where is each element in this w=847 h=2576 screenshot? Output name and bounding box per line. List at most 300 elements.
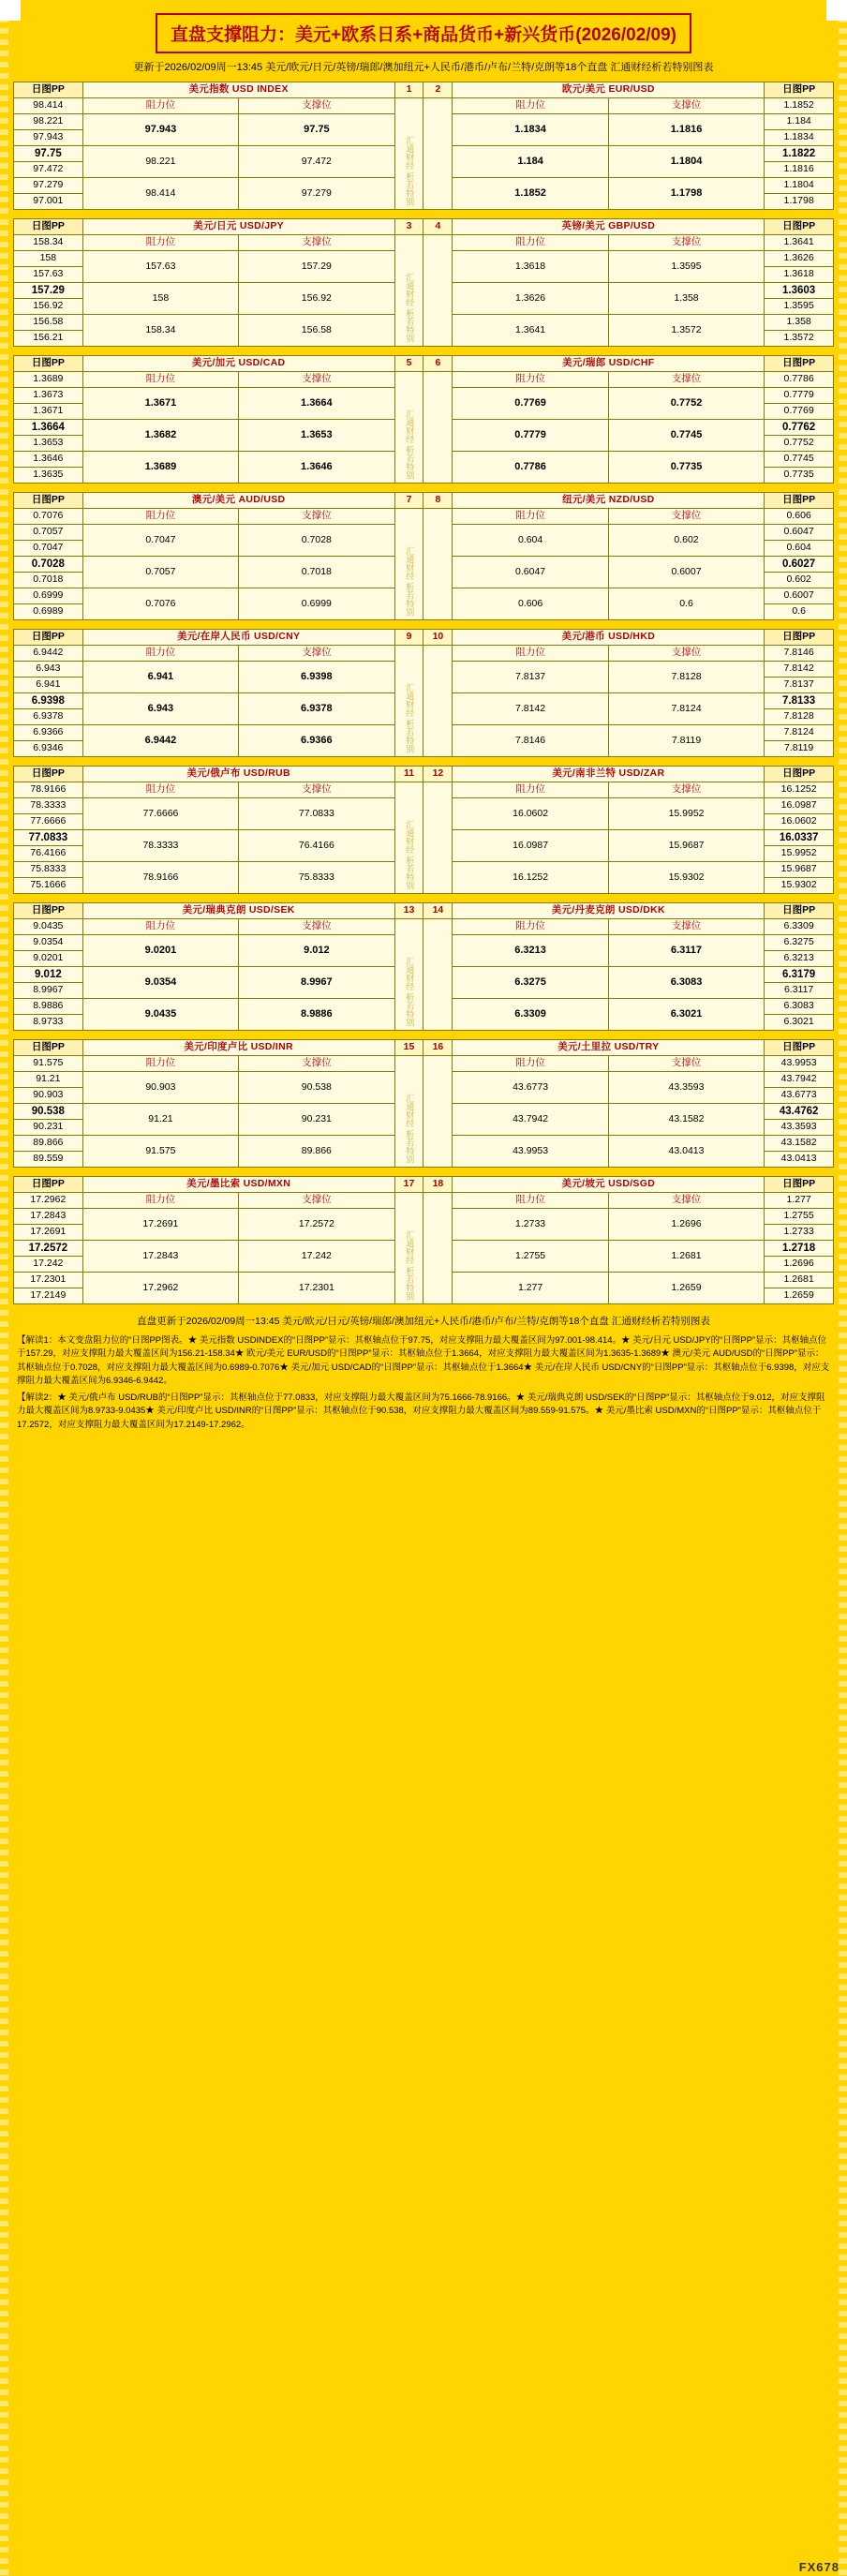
pp-value: 43.0413 bbox=[765, 1151, 834, 1167]
pp-value: 9.0354 bbox=[14, 934, 83, 950]
resistance-header: 阻力位 bbox=[82, 918, 238, 934]
pp-value: 43.7942 bbox=[765, 1071, 834, 1087]
watermark-cell-right bbox=[424, 645, 453, 756]
pp-value: 1.277 bbox=[765, 1192, 834, 1208]
decorative-right-border bbox=[839, 0, 847, 2576]
pair-number-left: 3 bbox=[394, 218, 424, 234]
resistance-value: 7.8146 bbox=[453, 724, 608, 756]
resistance-value: 9.0435 bbox=[82, 998, 238, 1030]
fx-pair-block bbox=[13, 902, 834, 1031]
pp-value: 156.58 bbox=[14, 314, 83, 330]
watermark-text: 汇通财经 析若特别 bbox=[394, 782, 424, 893]
support-value: 0.7028 bbox=[239, 524, 394, 556]
pp-value: 97.001 bbox=[14, 193, 83, 209]
pp-value: 1.2659 bbox=[765, 1288, 834, 1303]
pp-value: 89.559 bbox=[14, 1151, 83, 1167]
resistance-value: 9.0354 bbox=[82, 966, 238, 998]
pair-number-left: 15 bbox=[394, 1039, 424, 1055]
pp-value: 0.6999 bbox=[14, 588, 83, 603]
support-value: 7.8128 bbox=[608, 661, 764, 692]
pp-value: 8.9733 bbox=[14, 1014, 83, 1030]
support-value: 90.231 bbox=[239, 1103, 394, 1135]
pair-number-left: 17 bbox=[394, 1176, 424, 1192]
pp-value: 1.3603 bbox=[765, 282, 834, 298]
pair-number-right: 10 bbox=[424, 629, 453, 645]
watermark-text: 汇通财经 析若特别 bbox=[394, 234, 424, 346]
decorative-left-border bbox=[0, 0, 8, 2576]
pp-header-right: 日图PP bbox=[765, 492, 834, 508]
pp-header-left: 日图PP bbox=[14, 629, 83, 645]
resistance-value: 0.606 bbox=[453, 588, 608, 619]
pp-value: 158 bbox=[14, 250, 83, 266]
resistance-header: 阻力位 bbox=[453, 645, 608, 661]
pp-value: 6.3179 bbox=[765, 966, 834, 982]
resistance-value: 1.3626 bbox=[453, 282, 608, 314]
pair-title-left: 美元/墨比索 USD/MXN bbox=[82, 1176, 394, 1192]
pp-value: 1.1798 bbox=[765, 193, 834, 209]
resistance-header: 阻力位 bbox=[453, 97, 608, 113]
support-header: 支撑位 bbox=[239, 918, 394, 934]
pp-value: 7.8128 bbox=[765, 708, 834, 724]
resistance-value: 158 bbox=[82, 282, 238, 314]
resistance-value: 9.0201 bbox=[82, 934, 238, 966]
support-value: 6.3021 bbox=[608, 998, 764, 1030]
support-header: 支撑位 bbox=[608, 97, 764, 113]
pp-value: 90.903 bbox=[14, 1087, 83, 1103]
support-value: 43.3593 bbox=[608, 1071, 764, 1103]
pp-value: 97.279 bbox=[14, 177, 83, 193]
pp-value: 7.8142 bbox=[765, 661, 834, 677]
pp-value: 1.2733 bbox=[765, 1224, 834, 1240]
resistance-value: 98.414 bbox=[82, 177, 238, 209]
watermark-text: 汇通财经 析若特别 bbox=[394, 371, 424, 483]
support-value: 97.279 bbox=[239, 177, 394, 209]
pp-header-left: 日图PP bbox=[14, 355, 83, 371]
resistance-value: 91.21 bbox=[82, 1103, 238, 1135]
pp-value: 97.472 bbox=[14, 161, 83, 177]
pp-value: 15.9687 bbox=[765, 861, 834, 877]
pair-title-right: 美元/坡元 USD/SGD bbox=[453, 1176, 765, 1192]
resistance-value: 77.6666 bbox=[82, 797, 238, 829]
watermark-cell-right bbox=[424, 1055, 453, 1167]
resistance-header: 阻力位 bbox=[82, 508, 238, 524]
support-value: 8.9886 bbox=[239, 998, 394, 1030]
pp-value: 17.2572 bbox=[14, 1240, 83, 1256]
support-value: 8.9967 bbox=[239, 966, 394, 998]
pp-value: 17.242 bbox=[14, 1256, 83, 1272]
support-value: 15.9952 bbox=[608, 797, 764, 829]
support-value: 17.242 bbox=[239, 1240, 394, 1272]
support-value: 0.7735 bbox=[608, 451, 764, 483]
resistance-value: 16.1252 bbox=[453, 861, 608, 893]
support-value: 1.3653 bbox=[239, 419, 394, 451]
pp-value: 17.2301 bbox=[14, 1272, 83, 1288]
pp-value: 8.9886 bbox=[14, 998, 83, 1014]
watermark-text: 汇通财经 析若特别 bbox=[394, 1055, 424, 1167]
support-value: 97.75 bbox=[239, 113, 394, 145]
pp-header-left: 日图PP bbox=[14, 1039, 83, 1055]
pp-value: 1.1834 bbox=[765, 129, 834, 145]
pair-number-right: 14 bbox=[424, 902, 453, 918]
resistance-value: 78.3333 bbox=[82, 829, 238, 861]
pp-value: 78.9166 bbox=[14, 782, 83, 797]
pair-number-right: 8 bbox=[424, 492, 453, 508]
resistance-value: 1.184 bbox=[453, 145, 608, 177]
support-value: 43.1582 bbox=[608, 1103, 764, 1135]
pp-value: 1.2755 bbox=[765, 1208, 834, 1224]
support-value: 1.3646 bbox=[239, 451, 394, 483]
pair-title-left: 美元/印度卢比 USD/INR bbox=[82, 1039, 394, 1055]
pp-value: 17.2149 bbox=[14, 1288, 83, 1303]
pp-value: 1.3673 bbox=[14, 387, 83, 403]
pp-value: 1.1816 bbox=[765, 161, 834, 177]
pp-value: 75.1666 bbox=[14, 877, 83, 893]
pp-value: 1.3595 bbox=[765, 298, 834, 314]
support-header: 支撑位 bbox=[608, 918, 764, 934]
note-paragraph: 【解读2：★ 美元/俄卢布 USD/RUB的“日图PP”显示：其枢轴点位于77.0833，对应支撑阻力最大覆盖区间为75.1666-78.9166。★ 美元/瑞典克朗 USD/SEK的“日图PP”显示：其枢轴点位于9.012，对应支撑阻力最大覆盖区间为8.9733-9.0435★ 美元/印度卢比 USD/INR的“日图PP”显示：其枢轴点位于90.538，对应支撑阻力最大覆盖区间为89.559-91.575。★ 美元/墨比索 USD/MXN的“日图PP”显示：其枢轴点位于17.2572，对应支撑阻力最大覆盖区间为17.2149-17.2962。 bbox=[17, 1392, 825, 1430]
pp-header-right: 日图PP bbox=[765, 1176, 834, 1192]
pair-title-right: 纽元/美元 NZD/USD bbox=[453, 492, 765, 508]
resistance-value: 1.3682 bbox=[82, 419, 238, 451]
resistance-value: 17.2962 bbox=[82, 1272, 238, 1303]
support-value: 6.3117 bbox=[608, 934, 764, 966]
resistance-value: 6.943 bbox=[82, 692, 238, 724]
support-value: 17.2572 bbox=[239, 1208, 394, 1240]
footer-note: 直盘更新于2026/02/09周一13:45 美元/欧元/日元/英镑/瑞郎/澳加纽元+人民币/港币/卢布/兰特/克朗等18个直盘 汇通财经析若特别图表 bbox=[137, 1315, 710, 1327]
pp-value: 90.538 bbox=[14, 1103, 83, 1119]
resistance-value: 90.903 bbox=[82, 1071, 238, 1103]
resistance-value: 91.575 bbox=[82, 1135, 238, 1167]
pp-value: 7.8133 bbox=[765, 692, 834, 708]
resistance-header: 阻力位 bbox=[453, 918, 608, 934]
pair-title-left: 美元/在岸人民币 USD/CNY bbox=[82, 629, 394, 645]
fx-pair-block bbox=[13, 629, 834, 757]
resistance-value: 6.9442 bbox=[82, 724, 238, 756]
pp-value: 16.1252 bbox=[765, 782, 834, 797]
block-header-row bbox=[14, 629, 834, 645]
support-value: 156.58 bbox=[239, 314, 394, 346]
support-value: 1.2681 bbox=[608, 1240, 764, 1272]
resistance-value: 6.3213 bbox=[453, 934, 608, 966]
support-value: 1.1798 bbox=[608, 177, 764, 209]
pp-value: 6.9378 bbox=[14, 708, 83, 724]
pp-value: 16.0337 bbox=[765, 829, 834, 845]
support-value: 7.8124 bbox=[608, 692, 764, 724]
corner-top-left bbox=[0, 0, 21, 21]
page-subtitle: 更新于2026/02/09周一13:45 美元/欧元/日元/英镑/瑞郎/澳加纽元+人民币/港币/卢布/兰特/克朗等18个直盘 汇通财经析若特别图表 bbox=[133, 62, 714, 73]
pair-title-left: 美元/加元 USD/CAD bbox=[82, 355, 394, 371]
page-title: 直盘支撑阻力：美元+欧系日系+商品货币+新兴货币(2026/02/09) bbox=[156, 13, 691, 53]
pp-value: 1.2696 bbox=[765, 1256, 834, 1272]
pair-title-right: 美元/南非兰特 USD/ZAR bbox=[453, 766, 765, 782]
pp-header-right: 日图PP bbox=[765, 766, 834, 782]
corner-top-right bbox=[826, 0, 847, 21]
watermark-text: 汇通财经 析若特别 bbox=[394, 508, 424, 619]
pair-number-right: 18 bbox=[424, 1176, 453, 1192]
support-value: 0.6007 bbox=[608, 556, 764, 588]
pp-value: 6.3117 bbox=[765, 982, 834, 998]
pp-value: 16.0987 bbox=[765, 797, 834, 813]
support-value: 0.7752 bbox=[608, 387, 764, 419]
resistance-header: 阻力位 bbox=[82, 1055, 238, 1071]
pair-number-left: 5 bbox=[394, 355, 424, 371]
pp-value: 1.3635 bbox=[14, 467, 83, 483]
pp-value: 98.221 bbox=[14, 113, 83, 129]
pp-value: 0.604 bbox=[765, 540, 834, 556]
resistance-header: 阻力位 bbox=[453, 1192, 608, 1208]
support-value: 1.3664 bbox=[239, 387, 394, 419]
resistance-header: 阻力位 bbox=[453, 782, 608, 797]
pp-value: 0.6007 bbox=[765, 588, 834, 603]
support-value: 1.2659 bbox=[608, 1272, 764, 1303]
support-header: 支撑位 bbox=[239, 1055, 394, 1071]
support-value: 1.358 bbox=[608, 282, 764, 314]
resistance-value: 6.3275 bbox=[453, 966, 608, 998]
support-header: 支撑位 bbox=[608, 371, 764, 387]
pp-value: 157.29 bbox=[14, 282, 83, 298]
resistance-value: 157.63 bbox=[82, 250, 238, 282]
resistance-value: 16.0987 bbox=[453, 829, 608, 861]
support-value: 0.7018 bbox=[239, 556, 394, 588]
pair-number-left: 11 bbox=[394, 766, 424, 782]
pp-value: 7.8124 bbox=[765, 724, 834, 740]
support-header: 支撑位 bbox=[608, 1055, 764, 1071]
pp-header-right: 日图PP bbox=[765, 218, 834, 234]
watermark-cell-right bbox=[424, 371, 453, 483]
pp-value: 98.414 bbox=[14, 97, 83, 113]
block-subheader-row bbox=[14, 97, 834, 113]
support-value: 1.1816 bbox=[608, 113, 764, 145]
pp-value: 0.7047 bbox=[14, 540, 83, 556]
resistance-value: 6.3309 bbox=[453, 998, 608, 1030]
resistance-value: 1.3671 bbox=[82, 387, 238, 419]
pp-value: 1.3689 bbox=[14, 371, 83, 387]
pp-value: 0.7735 bbox=[765, 467, 834, 483]
watermark-cell-right bbox=[424, 918, 453, 1030]
support-value: 157.29 bbox=[239, 250, 394, 282]
support-value: 0.7745 bbox=[608, 419, 764, 451]
pp-value: 0.7028 bbox=[14, 556, 83, 572]
support-header: 支撑位 bbox=[239, 234, 394, 250]
resistance-value: 6.941 bbox=[82, 661, 238, 692]
pp-value: 6.9442 bbox=[14, 645, 83, 661]
pp-value: 43.4762 bbox=[765, 1103, 834, 1119]
pp-value: 75.8333 bbox=[14, 861, 83, 877]
pp-value: 9.0435 bbox=[14, 918, 83, 934]
pp-value: 9.0201 bbox=[14, 950, 83, 966]
support-header: 支撑位 bbox=[239, 645, 394, 661]
block-header-row bbox=[14, 1039, 834, 1055]
pp-value: 6.3275 bbox=[765, 934, 834, 950]
pp-value: 1.3641 bbox=[765, 234, 834, 250]
pair-title-left: 美元/日元 USD/JPY bbox=[82, 218, 394, 234]
resistance-value: 158.34 bbox=[82, 314, 238, 346]
support-value: 0.602 bbox=[608, 524, 764, 556]
resistance-header: 阻力位 bbox=[82, 97, 238, 113]
resistance-value: 1.3618 bbox=[453, 250, 608, 282]
pair-number-right: 4 bbox=[424, 218, 453, 234]
support-header: 支撑位 bbox=[239, 782, 394, 797]
block-subheader-row bbox=[14, 645, 834, 661]
block-header-row bbox=[14, 218, 834, 234]
watermark-cell-right bbox=[424, 782, 453, 893]
pp-value: 6.3213 bbox=[765, 950, 834, 966]
pair-title-right: 美元/丹麦克朗 USD/DKK bbox=[453, 902, 765, 918]
pp-value: 0.7018 bbox=[14, 572, 83, 588]
pair-number-right: 12 bbox=[424, 766, 453, 782]
pp-value: 17.2843 bbox=[14, 1208, 83, 1224]
support-header: 支撑位 bbox=[239, 508, 394, 524]
support-header: 支撑位 bbox=[608, 645, 764, 661]
pp-value: 157.63 bbox=[14, 266, 83, 282]
notes-block bbox=[0, 1333, 847, 1445]
support-value: 15.9687 bbox=[608, 829, 764, 861]
support-value: 9.012 bbox=[239, 934, 394, 966]
pp-value: 1.3653 bbox=[14, 435, 83, 451]
pp-value: 1.1822 bbox=[765, 145, 834, 161]
support-value: 0.6 bbox=[608, 588, 764, 619]
support-value: 75.8333 bbox=[239, 861, 394, 893]
fx-pair-block bbox=[13, 766, 834, 894]
resistance-value: 43.7942 bbox=[453, 1103, 608, 1135]
resistance-value: 0.7786 bbox=[453, 451, 608, 483]
resistance-value: 98.221 bbox=[82, 145, 238, 177]
resistance-value: 1.1852 bbox=[453, 177, 608, 209]
resistance-value: 43.6773 bbox=[453, 1071, 608, 1103]
watermark-text: 汇通财经 析若特别 bbox=[394, 1192, 424, 1303]
resistance-value: 1.2733 bbox=[453, 1208, 608, 1240]
pp-value: 0.7076 bbox=[14, 508, 83, 524]
pp-value: 0.7769 bbox=[765, 403, 834, 419]
pair-number-right: 16 bbox=[424, 1039, 453, 1055]
block-header-row bbox=[14, 355, 834, 371]
resistance-value: 17.2691 bbox=[82, 1208, 238, 1240]
pp-value: 1.1852 bbox=[765, 97, 834, 113]
pp-value: 0.602 bbox=[765, 572, 834, 588]
support-value: 76.4166 bbox=[239, 829, 394, 861]
pp-value: 1.3572 bbox=[765, 330, 834, 346]
pp-value: 6.9346 bbox=[14, 740, 83, 756]
resistance-value: 7.8142 bbox=[453, 692, 608, 724]
pp-value: 15.9952 bbox=[765, 845, 834, 861]
pair-number-left: 1 bbox=[394, 82, 424, 97]
pp-header-left: 日图PP bbox=[14, 82, 83, 97]
support-header: 支撑位 bbox=[239, 371, 394, 387]
pair-number-left: 13 bbox=[394, 902, 424, 918]
support-header: 支撑位 bbox=[239, 97, 394, 113]
pp-value: 0.7752 bbox=[765, 435, 834, 451]
pp-value: 43.1582 bbox=[765, 1135, 834, 1151]
pp-value: 16.0602 bbox=[765, 813, 834, 829]
pair-title-left: 澳元/美元 AUD/USD bbox=[82, 492, 394, 508]
pp-header-left: 日图PP bbox=[14, 766, 83, 782]
tables-container bbox=[0, 78, 847, 1304]
resistance-value: 0.7769 bbox=[453, 387, 608, 419]
pp-value: 76.4166 bbox=[14, 845, 83, 861]
resistance-value: 0.7057 bbox=[82, 556, 238, 588]
pp-value: 156.92 bbox=[14, 298, 83, 314]
resistance-header: 阻力位 bbox=[82, 645, 238, 661]
resistance-header: 阻力位 bbox=[453, 1055, 608, 1071]
pp-value: 9.012 bbox=[14, 966, 83, 982]
pp-value: 7.8137 bbox=[765, 677, 834, 692]
pp-value: 1.3618 bbox=[765, 266, 834, 282]
support-value: 15.9302 bbox=[608, 861, 764, 893]
resistance-value: 16.0602 bbox=[453, 797, 608, 829]
pair-title-left: 美元/俄卢布 USD/RUB bbox=[82, 766, 394, 782]
pp-header-left: 日图PP bbox=[14, 902, 83, 918]
pair-title-right: 英镑/美元 GBP/USD bbox=[453, 218, 765, 234]
pp-value: 17.2962 bbox=[14, 1192, 83, 1208]
resistance-value: 1.3641 bbox=[453, 314, 608, 346]
pair-title-right: 美元/土里拉 USD/TRY bbox=[453, 1039, 765, 1055]
pp-value: 97.75 bbox=[14, 145, 83, 161]
watermark-cell-right bbox=[424, 234, 453, 346]
support-value: 6.9366 bbox=[239, 724, 394, 756]
pp-value: 0.6027 bbox=[765, 556, 834, 572]
pp-value: 1.358 bbox=[765, 314, 834, 330]
watermark-cell-right bbox=[424, 508, 453, 619]
support-value: 77.0833 bbox=[239, 797, 394, 829]
pp-value: 78.3333 bbox=[14, 797, 83, 813]
pp-value: 89.866 bbox=[14, 1135, 83, 1151]
support-value: 1.3595 bbox=[608, 250, 764, 282]
support-header: 支撑位 bbox=[608, 782, 764, 797]
pp-value: 1.2718 bbox=[765, 1240, 834, 1256]
support-value: 7.8119 bbox=[608, 724, 764, 756]
support-value: 1.3572 bbox=[608, 314, 764, 346]
pp-value: 6.3021 bbox=[765, 1014, 834, 1030]
block-header-row bbox=[14, 766, 834, 782]
pp-value: 156.21 bbox=[14, 330, 83, 346]
pp-value: 43.3593 bbox=[765, 1119, 834, 1135]
pp-value: 1.3664 bbox=[14, 419, 83, 435]
resistance-value: 1.277 bbox=[453, 1272, 608, 1303]
pp-value: 43.6773 bbox=[765, 1087, 834, 1103]
pp-value: 0.7779 bbox=[765, 387, 834, 403]
pp-value: 1.3626 bbox=[765, 250, 834, 266]
watermark-cell-right bbox=[424, 97, 453, 209]
pp-value: 6.9366 bbox=[14, 724, 83, 740]
resistance-value: 1.2755 bbox=[453, 1240, 608, 1272]
pp-value: 97.943 bbox=[14, 129, 83, 145]
pp-value: 8.9967 bbox=[14, 982, 83, 998]
pp-value: 0.7786 bbox=[765, 371, 834, 387]
resistance-header: 阻力位 bbox=[453, 234, 608, 250]
pp-value: 1.184 bbox=[765, 113, 834, 129]
resistance-header: 阻力位 bbox=[82, 234, 238, 250]
pair-title-right: 美元/瑞郎 USD/CHF bbox=[453, 355, 765, 371]
pp-value: 1.3646 bbox=[14, 451, 83, 467]
pp-value: 0.7745 bbox=[765, 451, 834, 467]
block-subheader-row bbox=[14, 371, 834, 387]
pp-value: 91.575 bbox=[14, 1055, 83, 1071]
pp-header-right: 日图PP bbox=[765, 355, 834, 371]
resistance-header: 阻力位 bbox=[453, 371, 608, 387]
fx-pair-block bbox=[13, 1039, 834, 1168]
pp-value: 0.6989 bbox=[14, 603, 83, 619]
block-subheader-row bbox=[14, 234, 834, 250]
resistance-value: 0.7076 bbox=[82, 588, 238, 619]
support-value: 43.0413 bbox=[608, 1135, 764, 1167]
support-value: 6.3083 bbox=[608, 966, 764, 998]
resistance-value: 43.9953 bbox=[453, 1135, 608, 1167]
pp-value: 6.3309 bbox=[765, 918, 834, 934]
pp-header-left: 日图PP bbox=[14, 218, 83, 234]
support-value: 1.1804 bbox=[608, 145, 764, 177]
pp-header-right: 日图PP bbox=[765, 82, 834, 97]
support-value: 6.9378 bbox=[239, 692, 394, 724]
